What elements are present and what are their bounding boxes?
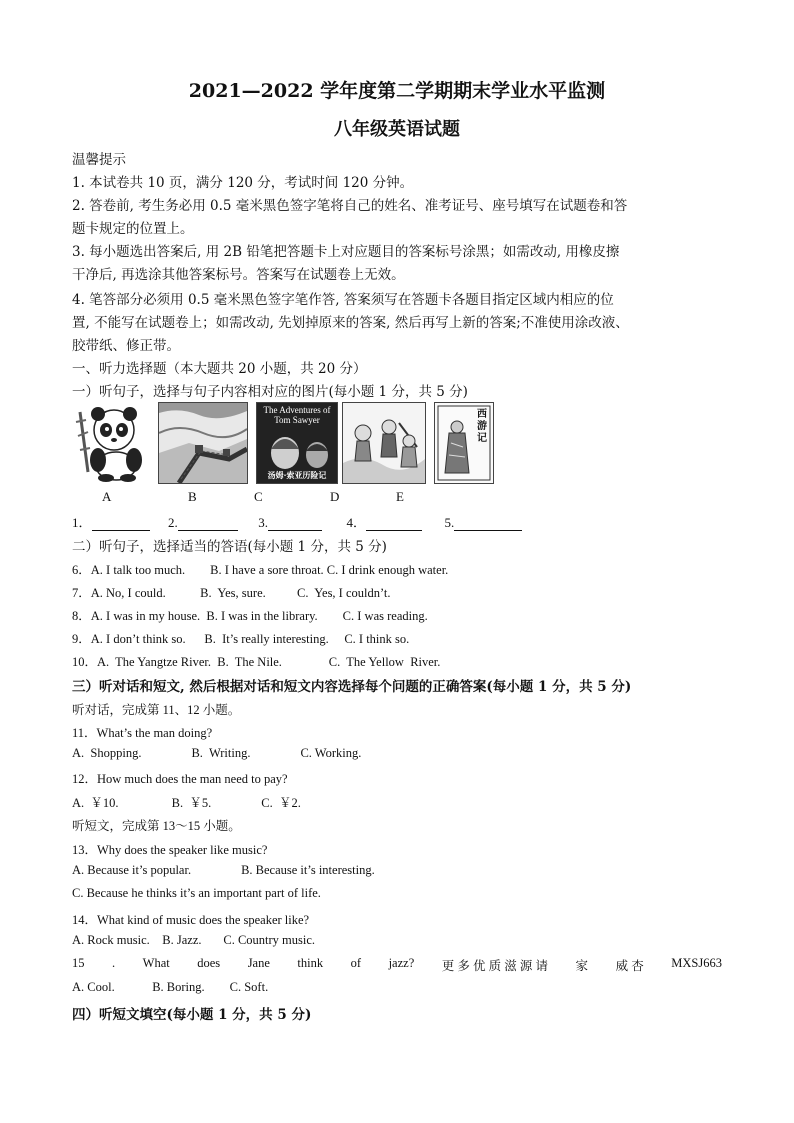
watermark-code: MXSJ663 — [671, 956, 722, 970]
exam-subtitle: 八年级英语试题 — [334, 119, 460, 140]
notice-line: 3. 每小题选出答案后, 用 2B 铅笔把答题卡上对应题目的答案标号涂黑；如需改动, 用橡皮擦 — [72, 244, 620, 260]
answer-blank[interactable] — [454, 518, 522, 531]
book-title: The Adventures of Tom Sawyer — [263, 405, 331, 425]
scroll-title: 西游记 — [477, 409, 487, 444]
answer-blank[interactable] — [366, 518, 422, 531]
question-15 — [72, 956, 722, 974]
notice-line: 干净后, 再选涂其他答案标号。答案写在试题卷上无效。 — [72, 267, 405, 283]
q15-word: What — [142, 956, 170, 970]
answer-blanks — [72, 512, 522, 531]
question-11-options: A. Shopping. B. Writing. C. Working. — [72, 746, 362, 760]
blank-label: 3. — [258, 515, 269, 530]
blank-label: 5. — [444, 515, 455, 530]
answer-blank[interactable] — [178, 518, 238, 531]
question-6: 6．A. I talk too much. B. I have a sore throat. C. I drink enough water. — [72, 563, 449, 577]
pic-label-c: C — [254, 489, 263, 504]
book-caption: 汤姆·索亚历险记 — [267, 470, 327, 480]
notice-line: 题卡规定的位置上。 — [72, 221, 194, 237]
q15-word: . — [112, 956, 116, 970]
question-14-options: A. Rock music. B. Jazz. C. Country music. — [72, 933, 316, 947]
notice-line: 2. 答卷前, 考生务必用 0.5 毫米黑色签字笔将自己的姓名、准考证号、座号填写在试题卷和答 — [72, 198, 628, 214]
q15-word: does — [197, 956, 221, 970]
question-15-options: A. Cool. B. Boring. C. Soft. — [72, 980, 269, 994]
blank-label: 4． — [346, 515, 367, 530]
section-heading: 一、听力选择题（本大题共 20 小题，共 20 分） — [72, 361, 367, 377]
watermark-text: 更 多 优 质 滋 源 请 — [441, 959, 549, 973]
blank-label: 1． — [72, 515, 92, 530]
pic-label-a: A — [102, 489, 112, 504]
question-13-options: A. Because it’s popular. B. Because it’s interesting. — [72, 863, 375, 877]
answer-blank[interactable] — [268, 518, 322, 531]
answer-blank[interactable] — [92, 518, 150, 531]
q15-word: of — [350, 956, 362, 970]
watermark-text: 威 杏 — [615, 959, 644, 973]
watermark-text: 家 — [575, 959, 589, 973]
tom-sawyer-book-picture — [256, 402, 338, 484]
notice-line: 胶带纸、修正带。 — [72, 338, 180, 354]
notice-line: 4. 笔答部分必须用 0.5 毫米黑色签字笔作答, 答案须写在答题卡各题目指定区域内相应的位 — [72, 292, 614, 308]
pic-label-d: D — [330, 489, 340, 504]
question-10: 10．A. The Yangtze River. B. The Nile. C. The Yellow River. — [72, 655, 441, 669]
q15-word: jazz? — [388, 956, 415, 970]
passage-instruction: 听短文，完成第 13～15 小题。 — [72, 819, 241, 833]
part4-heading: 四）听短文填空(每小题 1 分，共 5 分) — [72, 1007, 312, 1023]
question-8: 8．A. I was in my house. B. I was in the library. C. I was reading. — [72, 609, 428, 623]
great-wall-picture — [158, 402, 248, 484]
question-13-option-c: C. Because he thinks it’s an important part of life. — [72, 886, 321, 900]
question-12: 12．How much does the man need to pay? — [72, 772, 288, 786]
part1-heading: 一）听句子，选择与句子内容相对应的图片(每小题 1 分，共 5 分) — [72, 384, 468, 400]
q15-word: Jane — [247, 956, 270, 970]
journey-scene-picture — [342, 402, 426, 484]
journey-west-picture — [434, 402, 494, 484]
question-13: 13．Why does the speaker like music? — [72, 843, 268, 857]
notice-line: 1. 本试卷共 10 页，满分 120 分，考试时间 120 分钟。 — [72, 175, 414, 191]
q15-word: think — [297, 956, 324, 970]
notice-line: 置, 不能写在试题卷上；如需改动, 先划掉原来的答案, 然后再写上新的答案;不准使用涂改液、 — [72, 315, 629, 331]
part2-heading: 二）听句子，选择适当的答语(每小题 1 分，共 5 分) — [72, 539, 387, 555]
part3-heading: 三）听对话和短文, 然后根据对话和短文内容选择每个问题的正确答案(每小题 1 分，共 5 分) — [72, 679, 632, 695]
question-9: 9．A. I don’t think so. B. It’s really interesting. C. I think so. — [72, 632, 410, 646]
q15-word: 15 — [72, 956, 85, 970]
notice-heading: 温馨提示 — [72, 152, 126, 168]
question-12-options: A. ￥10. B. ￥5. C. ￥2. — [72, 796, 301, 810]
pic-label-b: B — [188, 489, 197, 504]
panda-picture — [72, 402, 148, 482]
exam-title: 2021—2022 学年度第二学期期末学业水平监测 — [188, 80, 606, 102]
question-7: 7．A. No, I could. B. Yes, sure. C. Yes, I couldn’t. — [72, 586, 391, 600]
pic-label-e: E — [396, 489, 404, 504]
dialogue-instruction: 听对话，完成第 11、12 小题。 — [72, 703, 241, 717]
blank-label: 2. — [168, 515, 178, 530]
question-14: 14．What kind of music does the speaker like? — [72, 913, 310, 927]
question-11: 11．What’s the man doing? — [72, 726, 213, 740]
